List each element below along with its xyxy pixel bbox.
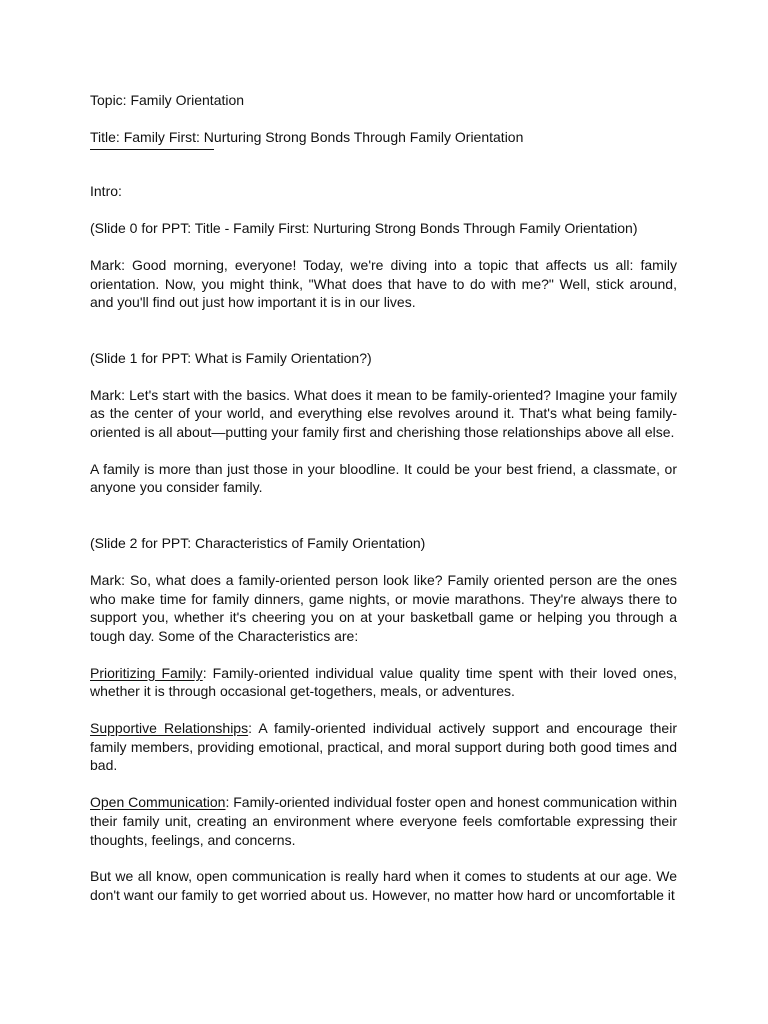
- characteristic-text: : A family-oriented individual actively support and encourage their family members, providing emotional, practical, and moral support during both good times and bad.: [90, 720, 677, 774]
- characteristic-open-communication: [90, 793, 677, 849]
- slide-0-note: (Slide 0 for PPT: Title - Family First: Nurturing Strong Bonds Through Family Orientation): [90, 220, 638, 237]
- topic-line: Topic: Family Orientation: [90, 92, 245, 108]
- slide-1-note: (Slide 1 for PPT: What is Family Orientation?): [90, 349, 372, 366]
- characteristic-term: Supportive Relationships: [90, 720, 249, 737]
- characteristic-prioritizing-family: [90, 664, 677, 701]
- characteristic-text: : Family-oriented individual value quality time spent with their loved ones, whether it is through occasional get-togethers, meals, or adventures.: [90, 664, 677, 700]
- characteristic-supportive-relationships: [90, 719, 677, 775]
- mark-paragraph-3: Mark: So, what does a family-oriented person look like? Family oriented person are the ones who make time for family dinners, game nights, or movie marathons. They're always there to support you, whether it's cheering you on at your basketball game or helping you through a tough day. Some of the Characteristics are:: [90, 571, 677, 644]
- title-line: Title: Family First: Nurturing Strong Bonds Through Family Orientation: [90, 128, 524, 145]
- mark-paragraph-1: Mark: Good morning, everyone! Today, we're diving into a topic that affects us all: family orientation. Now, you might think, "What does that have to do with me?" Well, stick around, and you'll find out just how important it is in our lives.: [90, 256, 677, 311]
- characteristic-term: Prioritizing Family: [90, 664, 203, 681]
- slide-2-note: (Slide 2 for PPT: Characteristics of Family Orientation): [90, 535, 426, 552]
- family-definition-paragraph: A family is more than just those in your bloodline. It could be your best friend, a classmate, or anyone you consider family.: [90, 460, 677, 496]
- intro-heading: Intro:: [90, 183, 122, 200]
- characteristic-term: Open Communication: [90, 794, 226, 811]
- characteristic-text: : Family-oriented individual foster open and honest communication within their family unit, creating an environment where everyone feels comfortable expressing their thoughts, feelings, and concerns.: [90, 794, 677, 848]
- document-page: [90, 91, 677, 923]
- closing-paragraph: But we all know, open communication is really hard when it comes to students at our age. We don't want our family to get worried about us. However, no matter how hard or uncomfortable it: [90, 868, 677, 903]
- mark-paragraph-2: Mark: Let's start with the basics. What does it mean to be family-oriented? Imagine your family as the center of your world, and everything else revolves around it. That's what being family-oriented is all about—putting your family first and cherishing those relationships above all else.: [90, 386, 677, 441]
- title-underline-rule: [90, 149, 214, 150]
